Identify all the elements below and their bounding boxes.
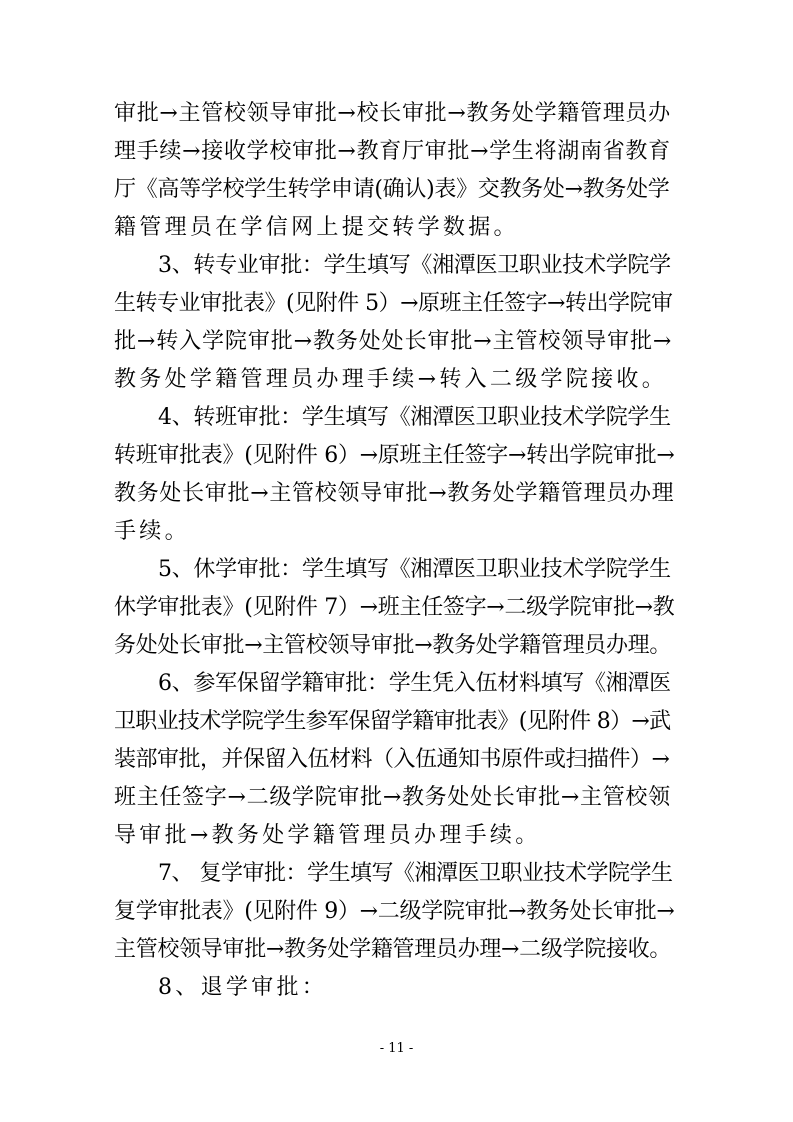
text-line: 复学审批表》(见附件 9）→二级学院审批→教务处长审批→ [114, 899, 674, 924]
text-line: 务处处长审批→主管校领导审批→教务处学籍管理员办理。 [114, 633, 672, 658]
paragraph-first-line: 7、 复学审批：学生填写《湘潭医卫职业技术学院学生 [158, 861, 673, 886]
paragraph-first-line: 3、转专业审批：学生填写《湘潭医卫职业技术学院学 [158, 253, 671, 278]
text-line: 休学审批表》(见附件 7）→班主任签字→二级学院审批→教 [114, 595, 674, 620]
text-line: 手续。 [114, 519, 190, 544]
paragraph-first-line: 8、退学审批： [158, 975, 328, 1000]
text-line: 卫职业技术学院学生参军保留学籍审批表》(见附件 8）→武 [114, 709, 671, 734]
paragraph-first-line: 6、参军保留学籍审批：学生凭入伍材料填写《湘潭医 [158, 671, 671, 696]
text-line: 教务处学籍管理员办理手续→转入二级学院接收。 [114, 367, 668, 392]
text-line: 转班审批表》(见附件 6）→原班主任签字→转出学院审批→ [114, 443, 674, 468]
text-line: 审批→主管校领导审批→校长审批→教务处学籍管理员办 [114, 101, 671, 126]
text-line: 籍管理员在学信网上提交转学数据。 [114, 215, 519, 240]
text-line: 导审批→教务处学籍管理员办理手续。 [114, 823, 541, 848]
text-line: 批→转入学院审批→教务处处长审批→主管校领导审批→ [114, 329, 673, 354]
text-line: 教务处长审批→主管校领导审批→教务处学籍管理员办理 [114, 481, 674, 506]
text-line: 装部审批，并保留入伍材料（入伍通知书原件或扫描件）→ [114, 747, 670, 772]
text-line: 主管校领导审批→教务处学籍管理员办理→二级学院接收。 [114, 937, 672, 962]
text-line: 厅《高等学校学生转学申请(确认)表》交教务处→教务处学 [114, 177, 670, 202]
text-line: 班主任签字→二级学院审批→教务处处长审批→主管校领 [114, 785, 671, 810]
page-number: - 11 - [379, 1041, 414, 1056]
paragraph-first-line: 5、休学审批：学生填写《湘潭医卫职业技术学院学生 [158, 557, 671, 582]
paragraph-first-line: 4、转班审批：学生填写《湘潭医卫职业技术学院学生 [158, 405, 671, 430]
text-line: 生转专业审批表》(见附件 5）→原班主任签字→转出学院审 [114, 291, 673, 316]
text-line: 理手续→接收学校审批→教育厅审批→学生将湖南省教育 [114, 139, 671, 164]
